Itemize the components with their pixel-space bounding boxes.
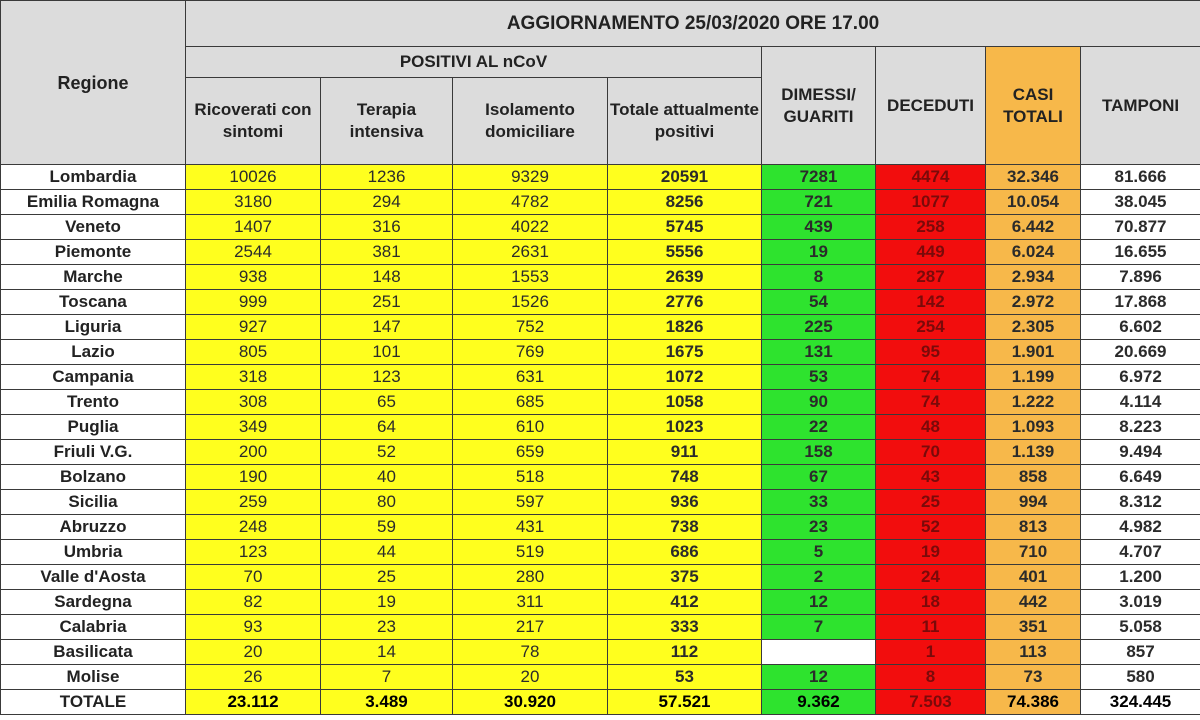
terapia-cell: 65: [321, 390, 453, 415]
ricoverati-cell: 2544: [186, 240, 321, 265]
region-name: Liguria: [1, 315, 186, 340]
region-name: Campania: [1, 365, 186, 390]
ricoverati-cell: 26: [186, 665, 321, 690]
deceduti-cell: 70: [876, 440, 986, 465]
dimessi-cell: 131: [762, 340, 876, 365]
terapia-cell: 64: [321, 415, 453, 440]
table-row: [1, 390, 1200, 415]
tamponi-cell: 4.982: [1081, 515, 1200, 540]
tamponi-cell: 9.494: [1081, 440, 1200, 465]
region-name: Puglia: [1, 415, 186, 440]
totale-positivi-cell: 1675: [608, 340, 762, 365]
header-casi-totali: CASI TOTALI: [986, 47, 1081, 165]
terapia-cell: 44: [321, 540, 453, 565]
header-regione: Regione: [1, 1, 186, 165]
header-terapia: Terapia intensiva: [321, 78, 453, 165]
tamponi-cell: 16.655: [1081, 240, 1200, 265]
table-row: [1, 640, 1200, 665]
totale-deceduti: 7.503: [876, 690, 986, 715]
deceduti-cell: 95: [876, 340, 986, 365]
isolamento-cell: 610: [453, 415, 608, 440]
casi-totali-cell: 710: [986, 540, 1081, 565]
dimessi-cell: 23: [762, 515, 876, 540]
terapia-cell: 52: [321, 440, 453, 465]
terapia-cell: 148: [321, 265, 453, 290]
totale-positivi-cell: 748: [608, 465, 762, 490]
dimessi-cell: 53: [762, 365, 876, 390]
deceduti-cell: 449: [876, 240, 986, 265]
region-name: Toscana: [1, 290, 186, 315]
dimessi-cell: 90: [762, 390, 876, 415]
casi-totali-cell: 1.093: [986, 415, 1081, 440]
casi-totali-cell: 1.139: [986, 440, 1081, 465]
region-name: Sicilia: [1, 490, 186, 515]
deceduti-cell: 48: [876, 415, 986, 440]
totale-positivi-cell: 375: [608, 565, 762, 590]
tamponi-cell: 38.045: [1081, 190, 1200, 215]
tamponi-cell: 70.877: [1081, 215, 1200, 240]
deceduti-cell: 8: [876, 665, 986, 690]
header-isolamento: Isolamento domiciliare: [453, 78, 608, 165]
ricoverati-cell: 938: [186, 265, 321, 290]
header-deceduti: DECEDUTI: [876, 47, 986, 165]
ricoverati-cell: 349: [186, 415, 321, 440]
table-row: [1, 465, 1200, 490]
deceduti-cell: 24: [876, 565, 986, 590]
terapia-cell: 23: [321, 615, 453, 640]
region-name: Abruzzo: [1, 515, 186, 540]
dimessi-cell: 2: [762, 565, 876, 590]
table-row: [1, 315, 1200, 340]
totale-positivi-cell: 2639: [608, 265, 762, 290]
totale-tamponi: 324.445: [1081, 690, 1200, 715]
totale-isolamento: 30.920: [453, 690, 608, 715]
totale-casi-totali: 74.386: [986, 690, 1081, 715]
casi-totali-cell: 351: [986, 615, 1081, 640]
casi-totali-cell: 994: [986, 490, 1081, 515]
totale-positivi-cell: 911: [608, 440, 762, 465]
table-row: [1, 165, 1200, 190]
totale-positivi-cell: 2776: [608, 290, 762, 315]
totale-positivi-cell: 5556: [608, 240, 762, 265]
isolamento-cell: 9329: [453, 165, 608, 190]
table-row: [1, 565, 1200, 590]
dimessi-cell: 12: [762, 590, 876, 615]
dimessi-cell: 54: [762, 290, 876, 315]
totale-positivi-cell: 1826: [608, 315, 762, 340]
deceduti-cell: 43: [876, 465, 986, 490]
totale-positivi-cell: 53: [608, 665, 762, 690]
table-row: [1, 615, 1200, 640]
table-row: [1, 365, 1200, 390]
tamponi-cell: 17.868: [1081, 290, 1200, 315]
isolamento-cell: 78: [453, 640, 608, 665]
ricoverati-cell: 259: [186, 490, 321, 515]
tamponi-cell: 857: [1081, 640, 1200, 665]
isolamento-cell: 685: [453, 390, 608, 415]
totale-positivi-cell: 936: [608, 490, 762, 515]
isolamento-cell: 769: [453, 340, 608, 365]
totale-positivi-cell: 20591: [608, 165, 762, 190]
table-row: [1, 340, 1200, 365]
isolamento-cell: 659: [453, 440, 608, 465]
casi-totali-cell: 813: [986, 515, 1081, 540]
tamponi-cell: 7.896: [1081, 265, 1200, 290]
region-name: Lombardia: [1, 165, 186, 190]
tamponi-cell: 6.649: [1081, 465, 1200, 490]
dimessi-cell: [762, 640, 876, 665]
region-name: Basilicata: [1, 640, 186, 665]
ricoverati-cell: 82: [186, 590, 321, 615]
deceduti-cell: 142: [876, 290, 986, 315]
dimessi-cell: 5: [762, 540, 876, 565]
casi-totali-cell: 442: [986, 590, 1081, 615]
region-name: Lazio: [1, 340, 186, 365]
casi-totali-cell: 32.346: [986, 165, 1081, 190]
totale-positivi-cell: 686: [608, 540, 762, 565]
header-positivi-group: POSITIVI AL nCoV: [186, 47, 762, 78]
tamponi-cell: 6.972: [1081, 365, 1200, 390]
table-row: [1, 590, 1200, 615]
dimessi-cell: 33: [762, 490, 876, 515]
totale-ricoverati: 23.112: [186, 690, 321, 715]
casi-totali-cell: 1.222: [986, 390, 1081, 415]
terapia-cell: 80: [321, 490, 453, 515]
header-dimessi: DIMESSI/ GUARITI: [762, 47, 876, 165]
terapia-cell: 316: [321, 215, 453, 240]
deceduti-cell: 254: [876, 315, 986, 340]
terapia-cell: 14: [321, 640, 453, 665]
terapia-cell: 251: [321, 290, 453, 315]
deceduti-cell: 11: [876, 615, 986, 640]
region-name: Sardegna: [1, 590, 186, 615]
ricoverati-cell: 318: [186, 365, 321, 390]
totale-totale-positivi: 57.521: [608, 690, 762, 715]
casi-totali-cell: 858: [986, 465, 1081, 490]
deceduti-cell: 25: [876, 490, 986, 515]
tamponi-cell: 81.666: [1081, 165, 1200, 190]
totale-positivi-cell: 738: [608, 515, 762, 540]
casi-totali-cell: 10.054: [986, 190, 1081, 215]
casi-totali-cell: 73: [986, 665, 1081, 690]
isolamento-cell: 2631: [453, 240, 608, 265]
deceduti-cell: 18: [876, 590, 986, 615]
casi-totali-cell: 6.442: [986, 215, 1081, 240]
table-row: [1, 415, 1200, 440]
dimessi-cell: 19: [762, 240, 876, 265]
ricoverati-cell: 805: [186, 340, 321, 365]
totale-row: [1, 690, 1200, 715]
tamponi-cell: 8.312: [1081, 490, 1200, 515]
isolamento-cell: 1553: [453, 265, 608, 290]
terapia-cell: 381: [321, 240, 453, 265]
terapia-cell: 294: [321, 190, 453, 215]
casi-totali-cell: 1.199: [986, 365, 1081, 390]
ricoverati-cell: 999: [186, 290, 321, 315]
tamponi-cell: 3.019: [1081, 590, 1200, 615]
header-tamponi: TAMPONI: [1081, 47, 1200, 165]
dimessi-cell: 12: [762, 665, 876, 690]
ricoverati-cell: 10026: [186, 165, 321, 190]
table-row: [1, 665, 1200, 690]
tamponi-cell: 8.223: [1081, 415, 1200, 440]
terapia-cell: 101: [321, 340, 453, 365]
region-name: Valle d'Aosta: [1, 565, 186, 590]
totale-positivi-cell: 1023: [608, 415, 762, 440]
terapia-cell: 1236: [321, 165, 453, 190]
tamponi-cell: 5.058: [1081, 615, 1200, 640]
table-row: [1, 240, 1200, 265]
deceduti-cell: 258: [876, 215, 986, 240]
casi-totali-cell: 113: [986, 640, 1081, 665]
ricoverati-cell: 248: [186, 515, 321, 540]
table-row: [1, 515, 1200, 540]
casi-totali-cell: 1.901: [986, 340, 1081, 365]
ricoverati-cell: 200: [186, 440, 321, 465]
casi-totali-cell: 401: [986, 565, 1081, 590]
ricoverati-cell: 1407: [186, 215, 321, 240]
region-name: Emilia Romagna: [1, 190, 186, 215]
table-row: [1, 290, 1200, 315]
dimessi-cell: 158: [762, 440, 876, 465]
region-name: Friuli V.G.: [1, 440, 186, 465]
isolamento-cell: 518: [453, 465, 608, 490]
table-row: [1, 190, 1200, 215]
region-name: Veneto: [1, 215, 186, 240]
region-name: Trento: [1, 390, 186, 415]
casi-totali-cell: 2.934: [986, 265, 1081, 290]
region-name: Piemonte: [1, 240, 186, 265]
region-name: Molise: [1, 665, 186, 690]
casi-totali-cell: 2.972: [986, 290, 1081, 315]
tamponi-cell: 4.707: [1081, 540, 1200, 565]
terapia-cell: 40: [321, 465, 453, 490]
deceduti-cell: 4474: [876, 165, 986, 190]
tamponi-cell: 20.669: [1081, 340, 1200, 365]
totale-positivi-cell: 1058: [608, 390, 762, 415]
isolamento-cell: 311: [453, 590, 608, 615]
dimessi-cell: 67: [762, 465, 876, 490]
ricoverati-cell: 3180: [186, 190, 321, 215]
table-row: [1, 490, 1200, 515]
terapia-cell: 147: [321, 315, 453, 340]
totale-positivi-cell: 8256: [608, 190, 762, 215]
dimessi-cell: 22: [762, 415, 876, 440]
deceduti-cell: 1: [876, 640, 986, 665]
tamponi-cell: 4.114: [1081, 390, 1200, 415]
deceduti-cell: 287: [876, 265, 986, 290]
isolamento-cell: 631: [453, 365, 608, 390]
isolamento-cell: 752: [453, 315, 608, 340]
isolamento-cell: 597: [453, 490, 608, 515]
deceduti-cell: 74: [876, 390, 986, 415]
tamponi-cell: 1.200: [1081, 565, 1200, 590]
ricoverati-cell: 308: [186, 390, 321, 415]
totale-positivi-cell: 1072: [608, 365, 762, 390]
isolamento-cell: 217: [453, 615, 608, 640]
casi-totali-cell: 2.305: [986, 315, 1081, 340]
deceduti-cell: 52: [876, 515, 986, 540]
deceduti-cell: 74: [876, 365, 986, 390]
isolamento-cell: 280: [453, 565, 608, 590]
totale-dimessi: 9.362: [762, 690, 876, 715]
region-name: Umbria: [1, 540, 186, 565]
isolamento-cell: 4782: [453, 190, 608, 215]
ricoverati-cell: 20: [186, 640, 321, 665]
deceduti-cell: 1077: [876, 190, 986, 215]
region-name: Calabria: [1, 615, 186, 640]
table-row: [1, 265, 1200, 290]
totale-positivi-cell: 412: [608, 590, 762, 615]
dimessi-cell: 721: [762, 190, 876, 215]
table-row: [1, 215, 1200, 240]
table-row: [1, 540, 1200, 565]
casi-totali-cell: 6.024: [986, 240, 1081, 265]
isolamento-cell: 519: [453, 540, 608, 565]
isolamento-cell: 1526: [453, 290, 608, 315]
ricoverati-cell: 123: [186, 540, 321, 565]
totale-label: TOTALE: [1, 690, 186, 715]
ricoverati-cell: 70: [186, 565, 321, 590]
terapia-cell: 7: [321, 665, 453, 690]
dimessi-cell: 7: [762, 615, 876, 640]
totale-positivi-cell: 333: [608, 615, 762, 640]
isolamento-cell: 431: [453, 515, 608, 540]
page-title: AGGIORNAMENTO 25/03/2020 ORE 17.00: [186, 1, 1200, 47]
terapia-cell: 123: [321, 365, 453, 390]
terapia-cell: 59: [321, 515, 453, 540]
region-name: Bolzano: [1, 465, 186, 490]
totale-terapia: 3.489: [321, 690, 453, 715]
header-ricoverati: Ricoverati con sintomi: [186, 78, 321, 165]
ricoverati-cell: 190: [186, 465, 321, 490]
header-totale-positivi: Totale attualmente positivi: [608, 78, 762, 165]
totale-positivi-cell: 5745: [608, 215, 762, 240]
dimessi-cell: 7281: [762, 165, 876, 190]
table-body: [1, 165, 1200, 690]
ricoverati-cell: 93: [186, 615, 321, 640]
terapia-cell: 25: [321, 565, 453, 590]
tamponi-cell: 6.602: [1081, 315, 1200, 340]
dimessi-cell: 439: [762, 215, 876, 240]
region-name: Marche: [1, 265, 186, 290]
dimessi-cell: 225: [762, 315, 876, 340]
totale-positivi-cell: 112: [608, 640, 762, 665]
terapia-cell: 19: [321, 590, 453, 615]
dimessi-cell: 8: [762, 265, 876, 290]
table-row: [1, 440, 1200, 465]
deceduti-cell: 19: [876, 540, 986, 565]
isolamento-cell: 4022: [453, 215, 608, 240]
isolamento-cell: 20: [453, 665, 608, 690]
ricoverati-cell: 927: [186, 315, 321, 340]
tamponi-cell: 580: [1081, 665, 1200, 690]
